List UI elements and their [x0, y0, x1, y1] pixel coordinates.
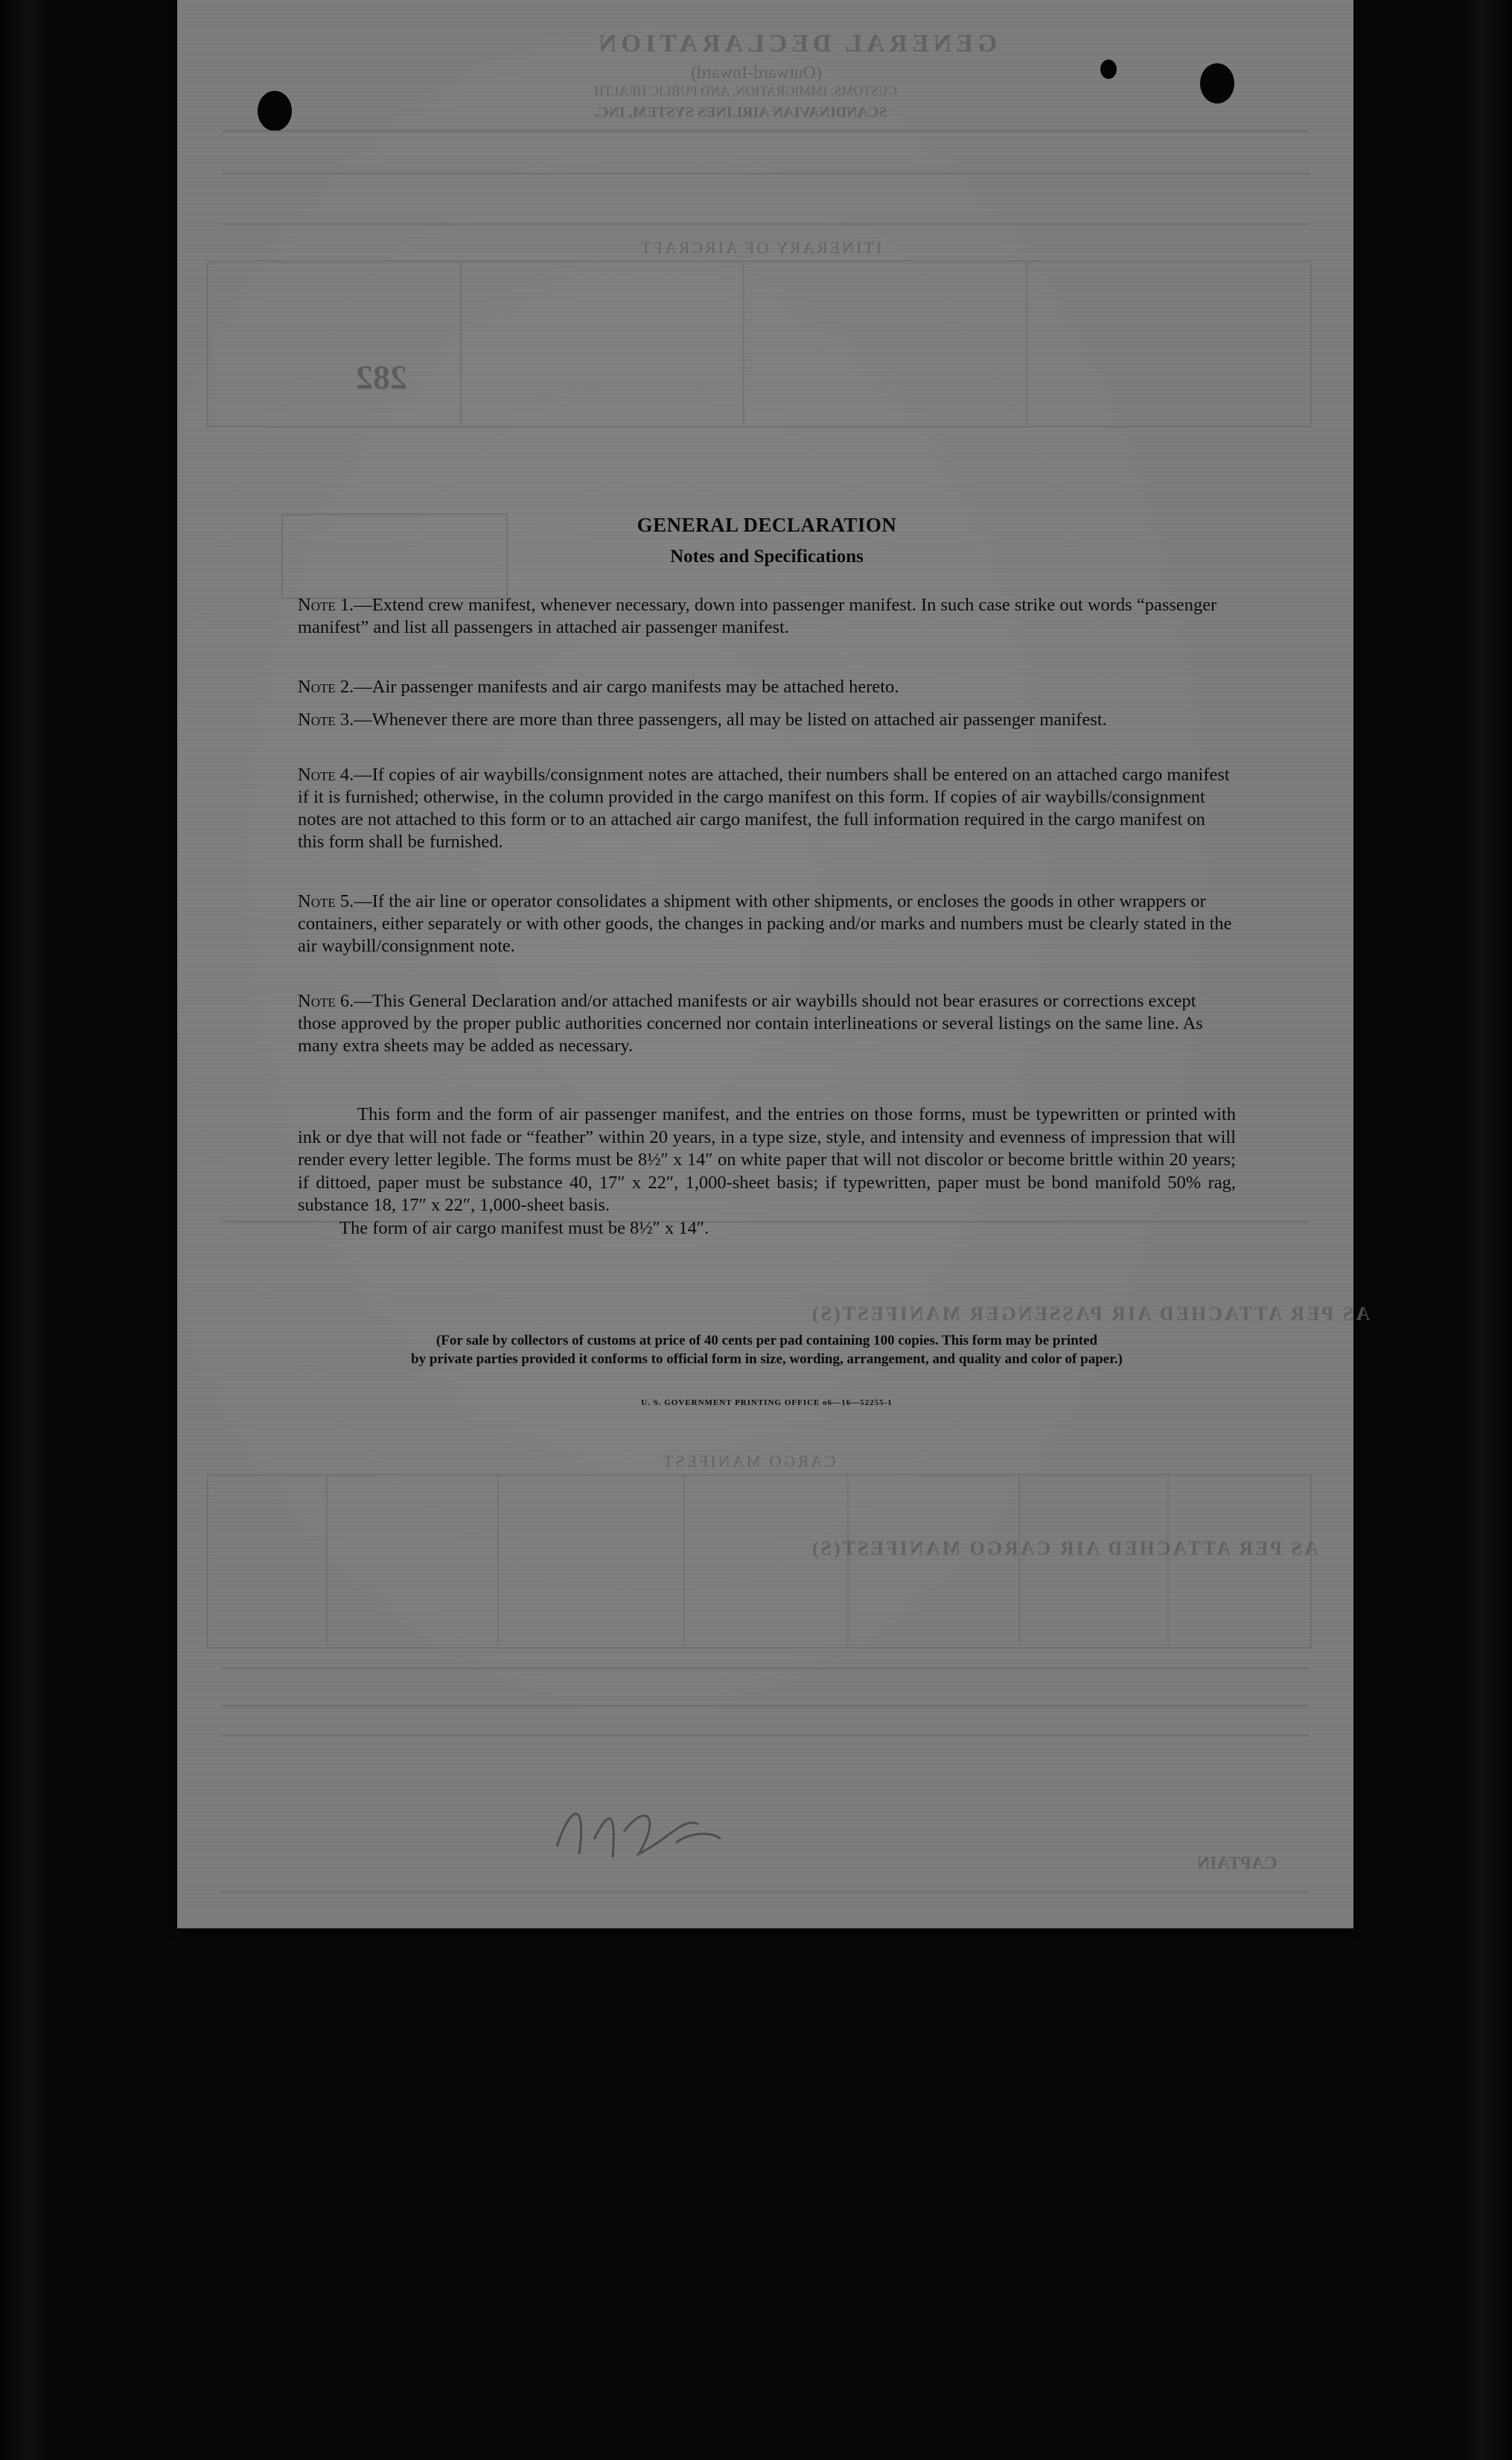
note-text: —This General Declaration and/or attached manifests or air waybills should not bear erasures or corrections except those approved by the proper public authorities concerned nor contain interlineations or several listings on the same line. As many extra sheets may be added as necessary.	[298, 991, 1203, 1056]
sale-note	[298, 1331, 1236, 1368]
punch-hole-right	[1200, 63, 1234, 103]
film-edge-left	[0, 0, 45, 2460]
bleed-rule	[222, 1891, 1309, 1893]
note-text: —Whenever there are more than three passengers, all may be listed on attached air passenger manifest.	[354, 710, 1107, 730]
bleed-cargo-title: CARGO MANIFEST	[661, 1452, 836, 1470]
bleed-header-agencies: CUSTOMS, IMMIGRATION, AND PUBLIC HEALTH	[594, 83, 898, 98]
bleed-passenger-banner: AS PER ATTACHED AIR PASSENGER MANIFEST(S)	[810, 1303, 1371, 1325]
note-3	[298, 709, 1236, 731]
bleed-itinerary-table	[207, 261, 1312, 427]
note-label: Note 2.	[298, 677, 354, 697]
bleed-table-divider	[743, 261, 744, 424]
bleed-cargo-banner: AS PER ATTACHED AIR CARGO MANIFEST(S)	[810, 1538, 1318, 1559]
sale-note-line-1: (For sale by collectors of customs at price of 40 cents per pad containing 100 copies. This form may be printed	[436, 1333, 1098, 1348]
bleed-table-divider	[1018, 1474, 1020, 1645]
bleed-itinerary: ITINERARY OF AIRCRAFT	[639, 238, 882, 257]
note-6	[298, 990, 1236, 1057]
document-page	[177, 0, 1371, 1928]
bleed-header-title: GENERAL DECLARATION	[594, 30, 998, 57]
note-label: Note 1.	[298, 595, 354, 615]
note-text: —If the air line or operator consolidates a shipment with other shipments, or encloses the goods in other wrappers or containers, either separately or with other goods, the changes in packing and/or marks and numbers must be clearly stated in the air waybill/consignment note.	[298, 891, 1232, 956]
note-label: Note 5.	[298, 891, 354, 911]
page-subtitle: Notes and Specifications	[670, 547, 864, 567]
note-text: —If copies of air waybills/consignment notes are attached, their numbers shall be entered on an attached cargo manifest if it is furnished; otherwise, in the column provided in the cargo manifest on this form. If copies of air waybills/consignment notes are not attached to this form or to an attached air cargo manifest, the full information required in the cargo manifest on this form shall be furnished.	[298, 765, 1230, 852]
bleed-table-divider	[847, 1474, 849, 1645]
paper-spec-text: This form and the form of air passenger manifest, and the entries on those forms, must be typewritten or printed with ink or dye that will not fade or “feather” within 20 years, in a type size, style, and intensity and evenness of impression that will render every letter legible. The forms must be 8½″ x 14″ on white paper that will not discolor or become brittle within 20 years; if dittoed, paper must be substance 40, 17″ x 22″, 1,000-sheet basis; if typewritten, paper must be bond manifold 50% rag, substance 18, 17″ x 22″, 1,000-sheet basis.	[298, 1104, 1236, 1215]
note-4	[298, 764, 1236, 853]
cargo-manifest-size: The form of air cargo manifest must be 8½″ x 14″.	[339, 1217, 709, 1238]
bleed-table-divider	[497, 1474, 499, 1645]
paper-specifications	[298, 1103, 1236, 1240]
bleed-table-divider	[460, 261, 462, 424]
note-1	[298, 594, 1236, 639]
bleed-header-sub: (Outward-Inward)	[691, 63, 822, 83]
bleed-captain: CAPTAIN	[1197, 1854, 1277, 1873]
note-label: Note 6.	[298, 991, 354, 1011]
punch-hole-left	[258, 91, 292, 131]
bleed-rule	[222, 1705, 1309, 1707]
note-5	[298, 890, 1236, 957]
printer-imprint: U. S. GOVERNMENT PRINTING OFFICE o6—16—52255-1	[641, 1398, 893, 1407]
sale-note-line-2: by private parties provided it conforms to official form in size, wording, arrangement, and quality and color of paper.)	[411, 1351, 1123, 1367]
bleed-table-divider	[326, 1474, 328, 1645]
bleed-rule	[222, 223, 1309, 225]
bleed-cargo-table	[207, 1474, 1312, 1648]
bleed-number: 282	[356, 358, 407, 396]
note-text: —Air passenger manifests and air cargo manifests may be attached hereto.	[354, 677, 899, 697]
bleed-rule	[222, 173, 1309, 174]
bleed-table-divider	[1167, 1474, 1169, 1645]
bleed-table-divider	[683, 1474, 685, 1645]
note-label: Note 3.	[298, 710, 354, 730]
page-title: GENERAL DECLARATION	[637, 514, 897, 536]
bleed-rule	[222, 1735, 1309, 1736]
signature-bleed	[549, 1787, 728, 1869]
bleed-table-divider	[1026, 261, 1027, 424]
note-text: —Extend crew manifest, whenever necessary, down into passenger manifest. In such case strike out words “passenger manifest” and list all passengers in attached air passenger manifest.	[298, 595, 1217, 637]
bleed-operator: SCANDINAVIAN AIRLINES SYSTEM, INC.	[594, 104, 887, 121]
note-2	[298, 676, 1236, 698]
punch-hole-right-small	[1100, 60, 1117, 79]
film-edge-right	[1467, 0, 1512, 2460]
note-label: Note 4.	[298, 765, 354, 785]
bleed-rule	[222, 1668, 1309, 1669]
bleed-rule	[222, 130, 1309, 132]
